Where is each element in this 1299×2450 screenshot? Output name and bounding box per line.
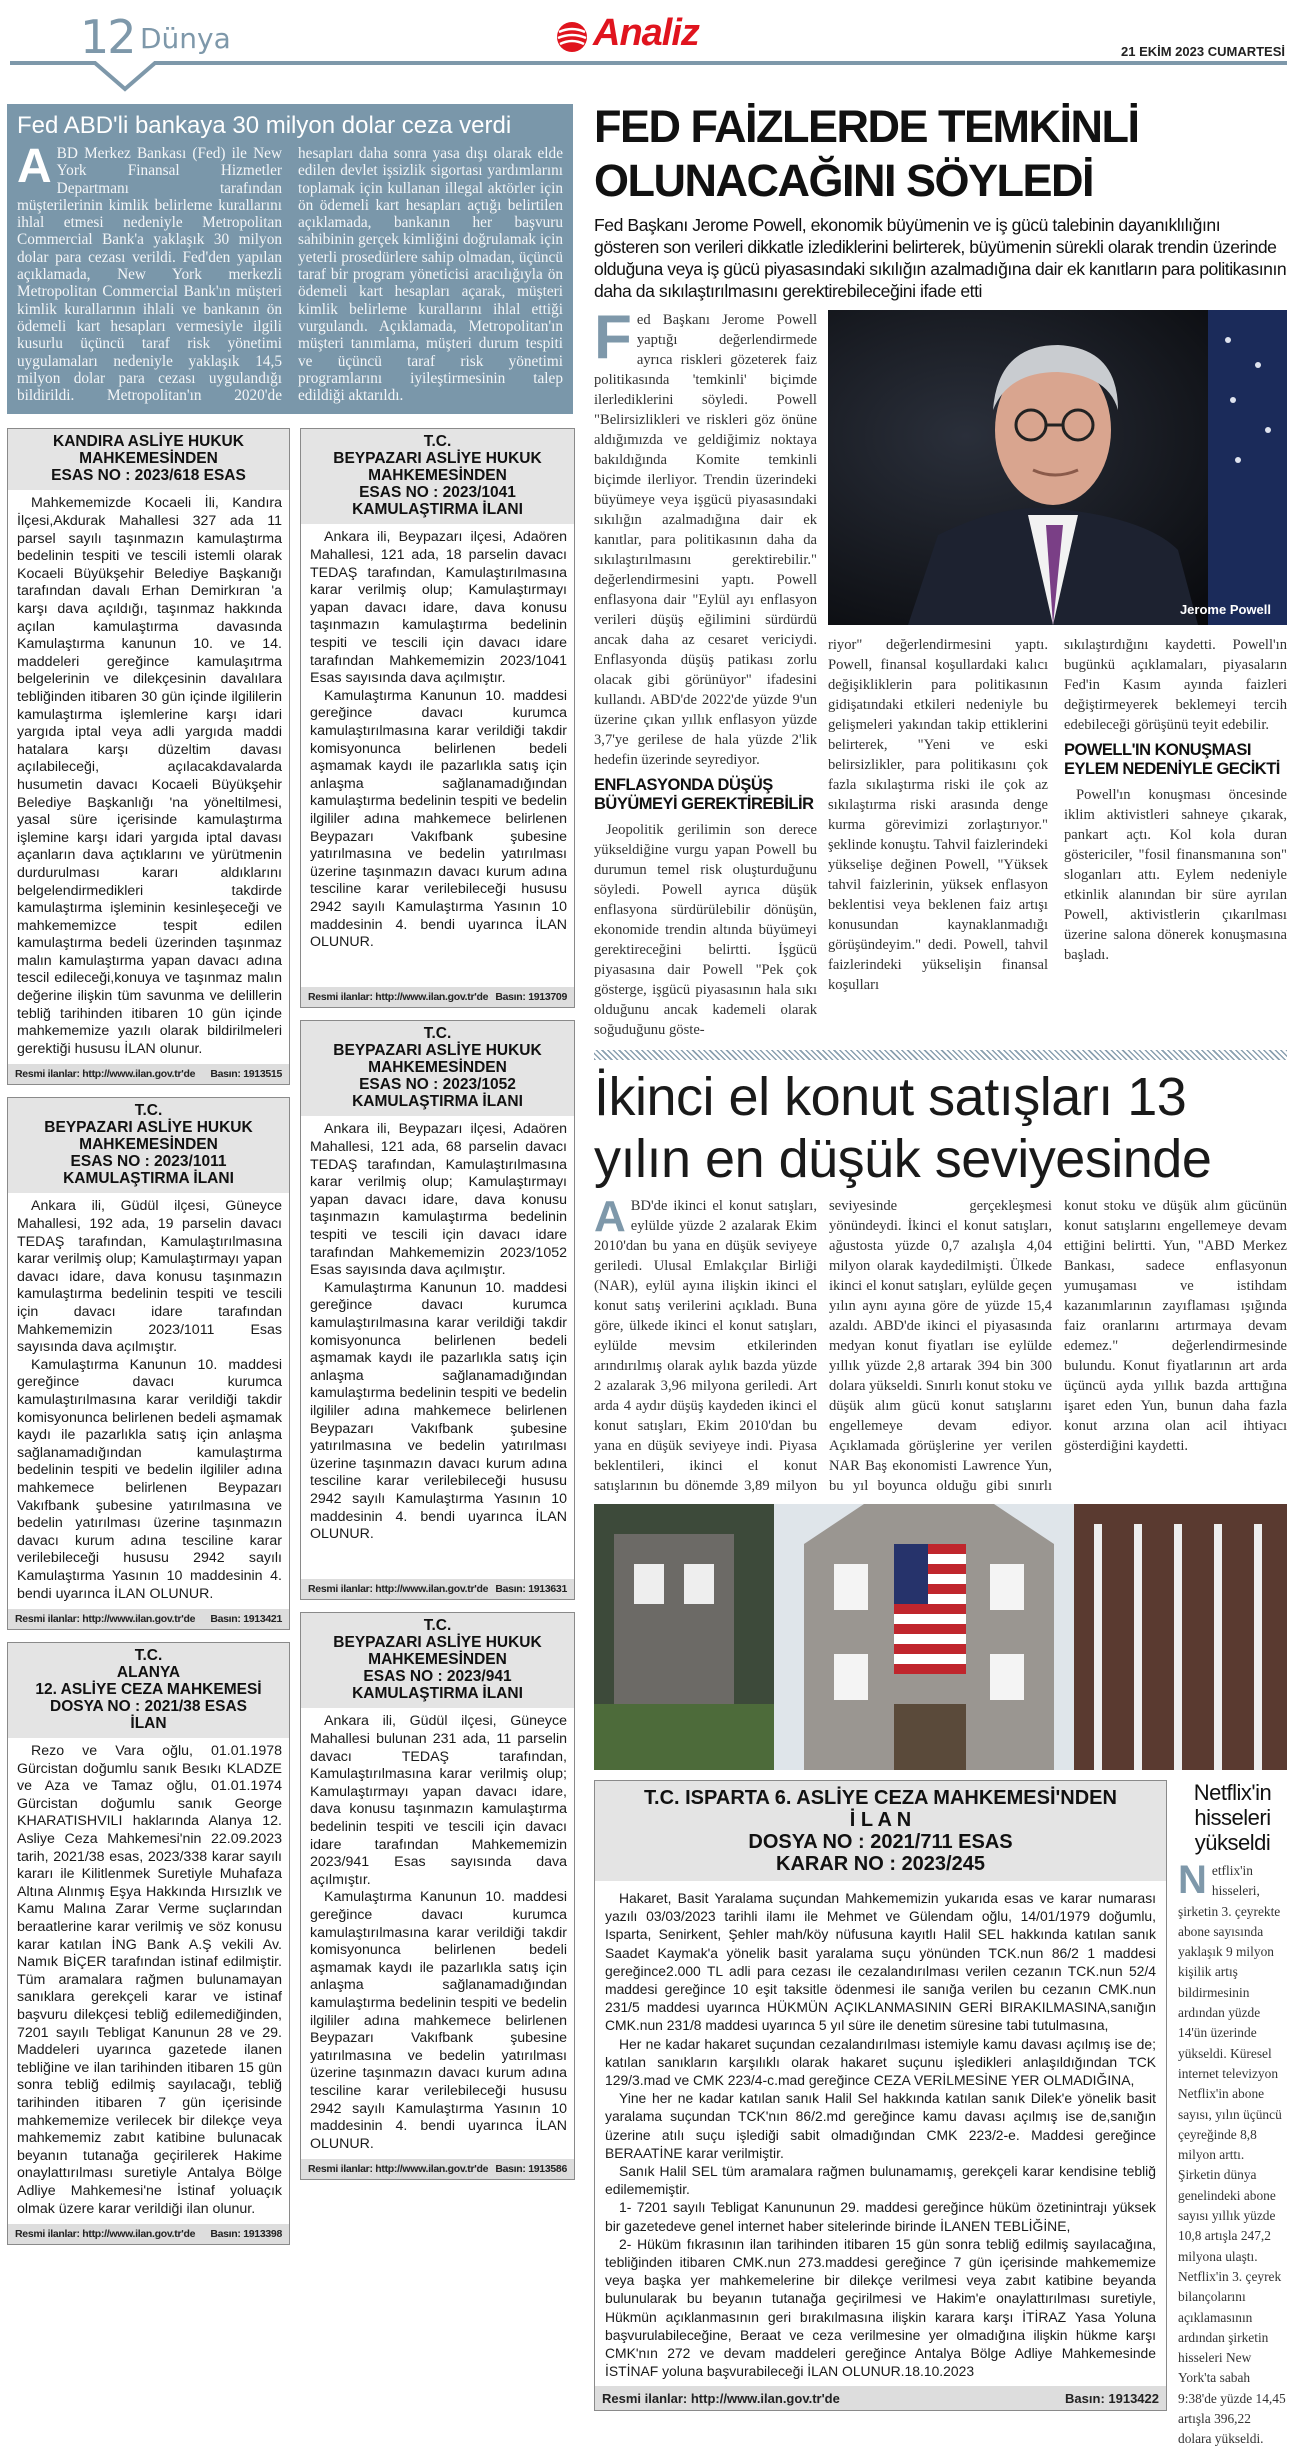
notice-paragraph: Ankara ili, Güdül ilçesi, Güneyce Mahallesi, 192 ada, 19 parselin davacı TEDAŞ tarafından, Kamulaştırılmasına karar verilmiş olup; Kamulaştırmayı yapan davacı idare, dava konusu taşınmazın kamulaştırma bedelinin tespiti ve tescili için davacı idare tarafından Mahkememizin 2023/1011 Esas sayısında dava açılmıştır. xyxy=(17,1198,282,1356)
housing-body xyxy=(594,1192,1287,1496)
notice-title xyxy=(301,429,574,524)
page-number: 12 xyxy=(80,10,135,64)
drop-cap: A xyxy=(594,1192,626,1241)
fed-column-2 xyxy=(828,635,1048,995)
main-headline xyxy=(594,100,1287,208)
notice-paragraph: Kamulaştırma Kanunun 10. maddesi gereğince davacı kurumca kamulaştırılmasına karar verildiği takdir komisyonunca belirlenen bedeli aşmamak kaydı ile pazarlıkla satış için anlaşma sağlanamadığından kamulaştırma bedelinin tespiti ve bedelin ilgililer adına mahkemece belirlenen Beypazarı Vakıfbank şubesine yatırılmasına ve bedelin yatırılması üzerine taşınmazın davacı kurum adına tesciline karar verilebileceği hususu 2942 sayılı Kamulaştırma Yasının 10 maddesinin 4. bendi uyarınca İLAN OLUNUR. xyxy=(310,687,567,951)
legal-notice xyxy=(300,1612,575,2180)
notice-body xyxy=(595,1881,1166,2386)
legal-notice xyxy=(300,428,575,1008)
notice-title-line: MAHKEMESİNDEN xyxy=(79,1136,218,1154)
side-story-title: Fed ABD'li bankaya 30 milyon dolar ceza verdi xyxy=(17,112,512,139)
legal-notice xyxy=(594,1780,1167,2411)
notice-title-line: KAMULAŞTIRMA İLANI xyxy=(352,1685,523,1703)
houses-photo xyxy=(594,1504,1287,1770)
notice-paragraph: Kamulaştırma Kanunun 10. maddesi gereğince davacı kurumca kamulaştırılmasına karar verildiği takdir komisyonunca belirlenen bedeli aşmamak kaydı ile pazarlıkla satış için anlaşma sağlanamadığından kamulaştırma bedelinin tespiti ve bedelin ilgililer adına mahkemece belirlenen Beypazarı Vakıfbank şubesine yatırılmasına ve bedelin yatırılması üzerine taşınmazın davacı kurum adına tesciline karar verilebileceği hususu 2942 sayılı Kamulaştırma Yasının 10 maddesinin 4. bendi uyarınca İLAN OLUNUR. xyxy=(17,1356,282,1602)
notice-title xyxy=(8,1098,289,1193)
notice-title-line: T.C. xyxy=(423,433,452,451)
notice-paragraph: Hakaret, Basit Yaralama suçundan Mahkememizin yukarıda esas ve karar numarası yazılı 03/03/2023 tarihli ilamı ile Mehmet ve Gülendam oğlu, 14/01/1979 doğumlu, Isparta, Senirkent, Şehler mah/köy nüfusuna kayıtlı Halil SEL hakkında katılan sanık Saadet Kaymak'a yönelik basit yaralama suçu yönünden TCK.nun 86/2 1 maddesi gereğince2.000 TL adli para cezası ile cezalandırılması verilen cezanın TCK.nun 52/4 maddesi gereğince 10 eşit taksitle ödenmesi ile sanığa verilen bu cezanın CMK.nun 231/5 maddesi uyarınca HÜKMÜN AÇIKLANMASININ GERİ BIRAKILMASINA,sanığın CMK.nun 231/8 maddesi uyarınca 5 yıl süre ile denetim süresine tabi tutulmasına, xyxy=(605,1890,1156,2034)
side-story-body xyxy=(17,140,563,405)
notice-press-number: Basın: 1913709 xyxy=(495,991,567,1004)
notice-press-number: Basın: 1913398 xyxy=(210,2228,282,2241)
notice-paragraph: 2- Hüküm fıkrasının ilan tarihinden itibaren 15 gün sonra tebliğ edilmiş sayılacağına, tebliğinden itibaren CMK.nun 273.maddesi gereğince 7 gün içerisinde mahkememize veya başka yer mahkemelerine bir dilekçe verilmesi veya zabıt katibine beyanda bulunularak bu beyanın tutanağa geçirilmesi ve Hakim'e onaylattırılması suretiyle, Hükmün açıklanmasının geri bırakılmasına ilişkin karara karşı İTİRAZ Yasa Yoluna başvurulabileceğine, Beraat ve ceza verilmesine yer olmadığına ilişkin hükme karşı CMK'nın 272 ve devam maddeleri gereğince Antalya Bölge Adliye Mahkemesinde İSTİNAF yoluna başvurabileceği İLAN OLUNUR.18.10.2023 xyxy=(605,2235,1156,2380)
notice-title-line: MAHKEMESİNDEN xyxy=(368,1059,507,1077)
netflix-body xyxy=(1178,1858,1287,2450)
notice-title-line: BEYPAZARI ASLİYE HUKUK xyxy=(333,1634,542,1652)
notice-title xyxy=(301,1021,574,1116)
notice-title xyxy=(595,1781,1166,1881)
notice-title-line: ESAS NO : 2023/941 xyxy=(363,1668,512,1686)
housing-headline: İkinci el konut satışları 13 yılın en düşük seviyesinde xyxy=(594,1067,1212,1189)
notice-body xyxy=(8,1738,289,2224)
notice-title xyxy=(8,429,289,490)
newspaper-logo xyxy=(555,12,745,58)
housing-text: BD'de ikinci el konut satışları, eylülde yüzde 2 azalarak Ekim 2010'dan bu yana en düşük seviyeye geriledi. Ulusal Emlakçılar Birliği (NAR), eylül ayına ilişkin ikinci el konut satış verilerini açıkladı. Buna göre, ülkede ikinci el konut satışları, eylülde mevsim etkilerinden arındırılmış olarak aylık bazda yüzde 2 azalarak 3,96 milyona geriledi. Art arda 4 aydır düşüş kaydeden ikinci el konut satışları, Ekim 2010'dan bu yana en düşük seviyeye indi. Piyasa beklentileri, ikinci el konut satışlarının bu dönemde 3,89 milyon seviyesinde gerçekleşmesi yönündeydi. İkinci el konut satışları, ağustosta yüzde 0,7 azalışla 4,04 milyon olarak kaydedilmişti. Ülkede ikinci el konut satışları, eylülde geçen yılın aynı ayına göre de yüzde 15,4 azaldı. ABD'de ikinci el piyasasında medyan konut fiyatları ise eylülde yıllık yüzde 2,8 artarak 394 bin 300 dolara yükseldi. Sınırlı konut stoku ve düşük alım gücü konut satışlarını engellemeye devam ediyor. Açıklamada görüşlerine yer verilen NAR Baş ekonomisti Lawrence Yun, bu yıl boyunca olduğu gibi sınırlı konut stoku ve düşük alım gücünün konut satışlarını engellemeye devam ettiğini belirtti. Yun, "ABD Merkez Bankası, sadece enflasyonun yumuşaması ve istihdam kazanımlarının zayıflaması ışığında faiz oranlarını artırmaya devam edemez." değerlendirmesinde bulundu. Konut fiyatlarının art arda üçüncü ayda yıllık bazda arttığına işaret eden Yun, bunun daha fazla konut arzına olan acil ihtiyacı gösterdiğini kaydetti. xyxy=(594,1198,1287,1494)
subheading: POWELL'IN KONUŞMASI EYLEM NEDENİYLE GECİKTİ xyxy=(1064,741,1280,778)
notice-title-line: ESAS NO : 2023/1052 xyxy=(359,1076,516,1094)
bottom-row xyxy=(594,1780,1287,2450)
notice-paragraph: Yine her ne kadar katılan sanık Halil Sel hakkında katılan sanık Dilek'e yönelik basit yaralama suçundan TCK'nın 86/2.md gereğince kamu davası açılmış ise de,sanığın üzerine atılı suçu işlediği sabit olmadığından CMK 223/2-e. Maddesi gereğince BERAATİNE karar verilmiştir. xyxy=(605,2090,1156,2161)
drop-cap: F xyxy=(594,303,632,372)
issue-date: 21 EKİM 2023 CUMARTESİ xyxy=(1121,44,1285,59)
notice-title-line: KAMULAŞTIRMA İLANI xyxy=(352,501,523,519)
notice-title-line: ESAS NO : 2023/1011 xyxy=(70,1153,227,1171)
section-title: Dünya xyxy=(140,22,231,55)
notice-paragraph: Her ne kadar hakaret suçundan cezalandırılması istemiyle kamu davası açılmış ise de; katılan sanıkların karşılıklı olarak hakaret suçunu işledikleri anlaşıldığından TCK 129/3.mad ve CMK 223/4-c.mad gereğince CEZA VERİLMESİNE YER OLMADIĞINA, xyxy=(605,2035,1156,2089)
notice-source-link[interactable]: Resmi ilanlar: http://www.ilan.gov.tr'de xyxy=(602,2390,840,2406)
fed-column-3 xyxy=(1064,635,1287,965)
legal-notice xyxy=(7,1642,290,2245)
fed-story-body xyxy=(594,303,1287,1040)
notice-title-line: ALANYA xyxy=(116,1664,181,1682)
notice-column xyxy=(300,428,575,2180)
notice-paragraph: Mahkememizde Kocaeli İli, Kandıra İlçesi,Akdurak Mahallesi 327 ada 11 parsel sayılı taşınmazın kamulaştırma bedelinin tespiti ve tescili istemli olarak Kocaeli Büyükşehir Belediye Başkanığı tarafından davalı Erhan Demirkıran 'a karşı dava açıldığı, taşınmaz hakkında açılan kamulaştırma davasında Kamulaştırma kanunun 10. ve 14. maddeleri gereğince kamulaşıtrma belgelerinin ve dilekçesinin davalılara tebliğinden itibaren 30 gün içinde ilgililerin kamulaştırma işlemlerine karşı idari yargıda iptal veya adli yargıda maddi hatalara karşı düzeltim davası açılabileceği, açılacakdavalarda husumetin davacı Kocaeli Büyükşehir Belediye Başkanlığı 'na yöneltilmesi, yasal süre içerisinde kamulaştırma işlemine karşı idari yargıda iptal davası açanların dava açtıklarını ve yürütmenin durdurulması kararı aldıklarını belgelendirmedikleri takdirde kamulaştırma işleminin kesinleşeceği ve mahkememizce tespit edilen kamulaştırma bedeli üzerinden taşınmaz malın kamulaştırma yapan davacı adına tescil edileceği,konuya ve taşınmaz malın değerine ilişkin tüm savunma ve delillerin tebliğ tarihinden itibaren 10 gün içinde mahkememize yazılı olarak bildirilmeleri gerektiği hususu İLAN olunur. xyxy=(17,495,282,1057)
legal-notice xyxy=(300,1020,575,1600)
notice-footer xyxy=(8,1064,289,1084)
notice-paragraph: Kamulaştırma Kanunun 10. maddesi gereğince davacı kurumca kamulaştırılmasına karar verildiği takdir komisyonunca belirlenen bedeli aşmamak kaydı ile pazarlıkla satış için anlaşma sağlanamadığından kamulaştırma bedelinin tespiti ve bedelin ilgililer adına mahkemece belirlenen Beypazarı Vakıfbank şubesine yatırılmasına ve bedelin yatırılması üzerine taşınmazın davacı kurum adına tesciline karar verilebileceği hususu 2942 sayılı Kamulaştırma Yasının 10 maddesinin 4. bendi uyarınca İLAN OLUNUR. xyxy=(310,1889,567,2152)
right-region xyxy=(594,100,1287,2450)
notice-title-line: 12. ASLİYE CEZA MAHKEMESİ xyxy=(35,1681,262,1699)
notice-title-line: BEYPAZARI ASLİYE HUKUK xyxy=(44,1119,253,1137)
paragraph: sıkılaştırdığını kaydetti. Powell'ın bugünkü açıklamaları, piyasaların Fed'in Kasım ayında faizleri değiştirmeyerek beklemeyi tercih edebileceği görüşünü teyit edebilir. xyxy=(1064,637,1287,733)
notice-title-line: KAMULAŞTIRMA İLANI xyxy=(63,1170,234,1188)
notice-paragraph: Ankara ili, Beypazarı ilçesi, Adaören Mahallesi, 121 ada, 18 parselin davacı TEDAŞ tarafından, Kamulaştırılmasına karar verilmiş olup; Kamulaştırmayı yapan davacı idare, dava konusu taşınmazın kamulaştırma bedelinin tespiti ve tescili için davacı idare tarafından Mahkememizin 2023/1041 Esas sayısında dava açılmıştır. xyxy=(310,529,567,687)
netflix-text: etflix'in hisseleri, şirketin 3. çeyrekte abone sayısında yaklaşık 9 milyon kişilik artış bildirmesinin ardından yüzde 14'ün üzerinde yükseldi. Küresel internet televizyon Netflix'in abone sayısı, yılın üçüncü çeyreğinde 8,8 milyon arttı. Şirketin dünya genelindeki abone sayısı yıllık yüzde 10,8 artışla 247,2 milyona ulaştı. Netflix'in 3. çeyrek bilançolarını açıklamasının ardından şirketin hisseleri New York'ta sabah 9:38'de yüzde 14,45 artışla 396,22 dolara yükseldi. xyxy=(1178,1863,1286,2447)
notice-title-line: KAMULAŞTIRMA İLANI xyxy=(352,1093,523,1111)
section-divider xyxy=(594,1050,1287,1060)
notice-source-link[interactable]: Resmi ilanlar: http://www.ilan.gov.tr'de xyxy=(308,1583,489,1596)
notice-paragraph: Rezo ve Vara oğlu, 01.01.1978 Gürcistan doğumlu sanık Besıkı KLADZE ve Aza ve Tamaz oğlu, 01.01.1974 Gürcistan doğumlu sanık George KHARATISHVILI haklarında Alanya 12. Asliye Ceza Mahkemesi'nin 22.09.2023 tarih, 2021/38 esas, 2023/338 karar sayılı kararı ile Kilitlenmek Suretiyle Muhafaza Altına Alınmış Eşya Hakkında Hırsızlık ve Kamu Malına Zarar Verme suçlarından beraatlerine karar verilmiş ve söz konusu karar katılan İNG Bank A.Ş vekili Av. Namık BİÇER tarafından istinaf edilmiştir. Tüm aramalara rağmen bulunamayan sanıklara gerekçeli karar ve istinaf başvuru dilekçesi tebliğ edilemediğinden, 7201 sayılı Tebligat Kanunun 28 ve 29. Maddeleri uyarınca gazetede ilanen tebliğine ve ilan tarihinden itibaren 15 gün sonra tebliğ edilmiş sayılacağı, tebliğ tarihinden itibaren 7 gün içerisinde mahkememize verilecek bir dilekçe veya mahkememiz zabıt katibine bulunacak beyanın tutanağa geçirilerek Hakime onaylattırılması suretiyle Antalya Bölge Adliye Mahkemesi'ne İstinaf yoluaçık olmak üzere karar verildiği ilan olunur. xyxy=(17,1743,282,2217)
main-subhead: Fed Başkanı Jerome Powell, ekonomik büyümenin ve iş gücü talebinin dayanıklılığını gösteren son verileri dikkatle izlediklerini belirterek, büyümenin sürekli olarak trendin üzerinde olduğuna veya iş gücü piyasasındaki sıkılığın azalmadığına dair ek kanıtların para politikasının daha da sıkılaştırılmasını gerektirebileceğini ifade etti xyxy=(594,215,1287,301)
notice-title-line: BEYPAZARI ASLİYE HUKUK xyxy=(333,450,542,468)
notice-title xyxy=(301,1613,574,1708)
notice-paragraph: Kamulaştırma Kanunun 10. maddesi gereğince davacı kurumca kamulaştırılmasına karar verildiği takdir komisyonunca belirlenen bedeli aşmamak kaydı ile pazarlıkla satış için anlaşma sağlanamadığından kamulaştırma bedelinin tespiti ve bedelin ilgililer adına mahkemece belirlenen Beypazarı Vakıfbank şubesine yatırılmasına ve bedelin yatırılması üzerine taşınmazın davacı kurum adına tesciline karar verilebileceği hususu 2942 sayılı Kamulaştırma Yasının 10 maddesinin 4. bendi uyarınca İLAN OLUNUR. xyxy=(310,1279,567,1543)
notice-title xyxy=(8,1643,289,1738)
notice-title-line: T.C. xyxy=(423,1025,452,1043)
globe-logo-icon xyxy=(555,20,589,54)
notice-column xyxy=(7,428,290,2245)
notice-footer xyxy=(301,1579,574,1599)
notice-footer xyxy=(301,987,574,1007)
notice-press-number: Basın: 1913515 xyxy=(210,1068,282,1081)
logo-text: Analiz xyxy=(593,12,699,54)
left-region xyxy=(7,104,575,2245)
notice-title-line: KARAR NO : 2023/245 xyxy=(776,1853,985,1875)
notice-press-number: Basın: 1913421 xyxy=(210,1613,282,1626)
fed-lower-columns xyxy=(828,635,1287,995)
notice-body xyxy=(301,1708,574,2159)
fed-right-block xyxy=(828,310,1287,995)
notice-title-line: İ L A N xyxy=(849,1809,912,1831)
notice-title-line: ESAS NO : 2023/618 ESAS xyxy=(51,467,246,485)
notice-title-line: DOSYA NO : 2021/711 ESAS xyxy=(748,1831,1013,1853)
notice-footer xyxy=(595,2386,1166,2410)
notice-title-line: MAHKEMESİNDEN xyxy=(79,450,218,468)
notice-source-link[interactable]: Resmi ilanlar: http://www.ilan.gov.tr'de xyxy=(308,991,489,1004)
notice-title-line: KANDIRA ASLİYE HUKUK xyxy=(53,433,244,451)
legal-notices xyxy=(7,428,575,2245)
header-rule xyxy=(0,55,1299,95)
netflix-headline: Netflix'in hisseleri yükseldi xyxy=(1193,1780,1272,1855)
paragraph: Powell'ın konuşması öncesinde iklim aktivistleri sahneye çıkarak, pankart açtı. Kol kola duran göstericiler, "fosil finansmanına son" sloganları attı. Eylem nedeniyle etkinlik alanından bir süre ayrılan Powell, aktivistlerin çıkarılması üzerine salona dönerek konuşmasına başladı. xyxy=(1064,787,1287,963)
notice-paragraph: Ankara ili, Beypazarı ilçesi, Adaören Mahallesi, 121 ada, 68 parselin davacı TEDAŞ tarafından, Kamulaştırılmasına karar verilmiş olup; Kamulaştırmayı yapan davacı idare, dava konusu taşınmazın kamulaştırma bedelinin tespiti ve tescili için davacı idare tarafından Mahkememizin 2023/1052 Esas sayısında dava açılmıştır. xyxy=(310,1121,567,1279)
notice-source-link[interactable]: Resmi ilanlar: http://www.ilan.gov.tr'de xyxy=(15,1068,196,1081)
side-story xyxy=(7,104,573,414)
headline-line: OLUNACAĞINI SÖYLEDİ xyxy=(594,155,1094,206)
notice-paragraph: Ankara ili, Güdül ilçesi, Güneyce Mahallesi bulunan 231 ada, 11 parselin davacı TEDAŞ tarafından, Kamulaştırılmasına karar verilmiş olup; Kamulaştırmayı yapan davacı idare, dava konusu taşınmazın kamulaştırma bedelinin tespiti ve tescili için davacı idare tarafından Mahkememizin 2023/941 Esas sayısında dava açılmıştır. xyxy=(310,1713,567,1888)
paragraph: ed Başkanı Jerome Powell yaptığı değerlendirmede ayrıca riskleri gözeterek faiz politikasında 'temkinli' biçimde ilerlediklerini söyledi. Powell "Belirsizlikleri ve riskleri göz önüne aldığımızda ve geldiğimiz noktaya bakıldığında Komite temkinli biçimde ilerliyor. Trendin üzerindeki büyümeye veya işgücü piyasasındaki sıkılığın azalmadığına dair ek kanıtlar, para politikasının daha da sıkılaştırılmasını gerektirebilir." değerlendirmesini yaptı. Powell enflasyona dair "Eylül ayı enflasyon verileri düşüş eğilimini sürdürdü ancak daha az cesaret vericiydi. Enflasyonda düşüş patikası zorlu olacak gibi görünüyor" ifadesini kullandı. ABD'de 2022'de yüzde 9'un üzerine çıkan yıllık enflasyon yüzde 3,7'ye gerilese de hala yüzde 2'lik hedefin üzerinde seyrediyor. xyxy=(594,312,817,768)
legal-notice xyxy=(7,1097,290,1630)
subheading: ENFLASYONDA DÜŞÜŞ BÜYÜMEYİ GEREKTİREBİLİR xyxy=(594,776,814,813)
notice-source-link[interactable]: Resmi ilanlar: http://www.ilan.gov.tr'de xyxy=(15,1613,196,1626)
paragraph: riyor" değerlendirmesini yaptı. Powell, finansal koşullardaki kalıcı değişikliklerin para politikasının gidişatındaki etkileri nedeniyle bu gelişmeleri yakından takip ettiklerini belirterek, "Yeni ve eski belirsizlikler, para politikasını çok fazla sıkılaştırma riski ile çok az sıkılaştırma riski arasında denge kurma görevimizi zorlaştırıyor." şeklinde konuştu. Tahvil faizlerindeki yükselişe değinen Powell, "Yüksek tahvil faizlerinin, yüksek enflasyon beklentisi veya beklenen faiz artışı konusundan kaynaklanmadığı görüşündeyim." dedi. Powell, tahvil faizlerindeki yükselişin finansal koşulları xyxy=(828,637,1048,993)
notice-title-line: MAHKEMESİNDEN xyxy=(368,467,507,485)
notice-title-line: BEYPAZARI ASLİYE HUKUK xyxy=(333,1042,542,1060)
netflix-story xyxy=(1178,1780,1287,2450)
notice-paragraph: Sanık Halil SEL tüm aramalara rağmen bulunamamış, gerekçeli karar kendisine tebliğ edilememiştir. xyxy=(605,2163,1156,2198)
notice-press-number: Basın: 1913586 xyxy=(495,2163,567,2176)
notice-paragraph: 1- 7201 sayılı Tebligat Kanununun 29. maddesi gereğince hüküm özetinintrajı yüksek bir gazetedeve genel internet haber sitelerinde birinde İLANEN TEBLİĞİNE, xyxy=(605,2199,1156,2234)
notice-title-line: İLAN xyxy=(130,1715,167,1733)
drop-cap: N xyxy=(1178,1858,1207,1902)
notice-column xyxy=(594,1780,1167,2411)
notice-title-line: T.C. xyxy=(423,1617,452,1635)
notice-title-line: T.C. xyxy=(134,1102,163,1120)
notice-body xyxy=(8,490,289,1064)
notice-footer xyxy=(301,2159,574,2179)
notice-source-link[interactable]: Resmi ilanlar: http://www.ilan.gov.tr'de xyxy=(15,2228,196,2241)
photo-caption: Jerome Powell xyxy=(1179,602,1271,617)
notice-body xyxy=(8,1193,289,1609)
notice-press-number: Basın: 1913422 xyxy=(1065,2390,1159,2406)
headline-line: FED FAİZLERDE TEMKİNLİ xyxy=(594,101,1139,152)
notice-body xyxy=(301,1116,574,1579)
notice-title-line: ESAS NO : 2023/1041 xyxy=(359,484,516,502)
notice-body xyxy=(301,524,574,987)
legal-notice xyxy=(7,428,290,1085)
powell-photo xyxy=(828,310,1287,625)
notice-title-line: DOSYA NO : 2021/38 ESAS xyxy=(50,1698,247,1716)
notice-press-number: Basın: 1913631 xyxy=(495,1583,567,1596)
notice-title-line: T.C. ISPARTA 6. ASLİYE CEZA MAHKEMESİ'NDEN xyxy=(644,1787,1117,1809)
fed-column-1 xyxy=(594,303,817,1040)
side-story-text: BD Merkez Bankası (Fed) ile New York Finansal Hizmetler Departmanı tarafından müşterilerinin kimlik belirleme kurallarını ihlal etmesi nedeniyle Metropolitan Commercial Bank'a yaklaşık 30 milyon dolar para cezası verildi. Fed'den yapılan açıklamada, New York merkezli Metropolitan Commercial Bank'ın müşteri kimlik kurallarının ihlali ve bankanın ön ödemeli kart hesapları vermesiyle ilgili kusurlu üçüncü taraf risk yönetimi uygulamaları nedeniyle yaklaşık 14,5 milyon dolar para cezası uygulandığı bildirildi. Metropolitan'ın 2020'de hesapları daha sonra yasa dışı olarak elde edilen devlet işsizlik sigortası yardımlarını toplamak için kullanan illegal aktörler için ön ödemeli kart hesapları açtığı belirtilen açıklamada, bankanın her başvuru sahibinin gerçek kimliğini doğrulamak için yeterli prosedürlere sahip olmadan, üçüncü taraf bir program yöneticisi aracılığıyla ön ödemeli kart hesapları açarak, müşteri kimlik belirleme kurallarını ihlal ettiği vurgulandı. Açıklamada, Metropolitan'ın müşteri tanımlama, müşteri durum tespiti ve üçüncü taraf risk yönetimi programlarını iyileştirmesinin talep edildiği aktarıldı. xyxy=(17,145,563,405)
notice-source-link[interactable]: Resmi ilanlar: http://www.ilan.gov.tr'de xyxy=(308,2163,489,2176)
notice-title-line: T.C. xyxy=(134,1647,163,1665)
drop-cap: A xyxy=(17,140,52,193)
paragraph: Jeopolitik gerilimin son derece yükseldiğine vurgu yapan Powell bu durumun temel risk oluşturduğunu söyledi. Powell ayrıca düşük enflasyona sürdürülebilir dönüşün, ekonomide trendin altında büyümeyi gerektireceğini belirtti. İşgücü piyasasına dair Powell "Pek çok gösterge, işgücü piyasasının hala sıkı olduğunu ancak kademeli olarak soğuduğunu göste- xyxy=(594,822,817,1038)
notice-footer xyxy=(8,1609,289,1629)
notice-title-line: MAHKEMESİNDEN xyxy=(368,1651,507,1669)
notice-footer xyxy=(8,2224,289,2244)
